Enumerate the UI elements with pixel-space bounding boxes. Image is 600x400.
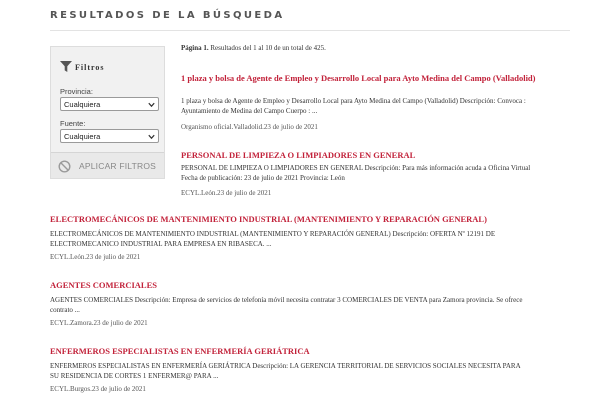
result-meta: Organismo oficial.Valladolid.23 de julio de 2021 — [181, 123, 318, 131]
provincia-select-value: Cualquiera — [64, 100, 101, 109]
result-meta: ECYL.León.23 de julio de 2021 — [50, 253, 141, 261]
result-description: AGENTES COMERCIALES Descripción: Empresa de servicios de telefonía móvil necesita contratar 3 COMERCIALES DE VENTA para Zamora provincia. Se ofrece contrato ... — [50, 296, 523, 314]
result-description: ENFERMEROS ESPECIALISTAS EN ENFERMERÍA GERIÁTRICA Descripción: LA GERENCIA TERRITORIAL DE SERVICIOS SOCIALES NECESITA PARA SU RESIDENCIA DE CORTES 1 ENFERMER@ PARA ... — [50, 362, 521, 380]
fuente-select-value: Cualquiera — [64, 132, 101, 141]
result-description: ELECTROMECÁNICOS DE MANTENIMIENTO INDUSTRIAL (MANTENIMIENTO Y REPARACIÓN GENERAL) Descripción: OFERTA Nº 12191 DE ELECTROMECANICO INDUSTRIAL PARA EMPRESA EN RIBASECA. ... — [50, 230, 496, 248]
chevron-down-icon — [148, 101, 155, 110]
filters-header — [60, 61, 105, 74]
result-title-link[interactable]: AGENTES COMERCIALES — [50, 280, 157, 290]
filters-panel — [50, 46, 165, 179]
results-summary — [181, 44, 326, 52]
result-title-link[interactable]: 1 plaza y bolsa de Agente de Empleo y Desarrollo Local para Ayto Medina del Campo (Valladolid) — [181, 73, 536, 83]
result-meta: ECYL.Zamora.23 de julio de 2021 — [50, 319, 148, 327]
chevron-down-icon — [148, 133, 155, 142]
page-indicator: Página 1. — [181, 44, 209, 52]
result-title-link[interactable]: PERSONAL DE LIMPIEZA O LIMPIADORES EN GENERAL — [181, 150, 416, 160]
result-title-link[interactable]: ENFERMEROS ESPECIALISTAS EN ENFERMERÍA GERIÁTRICA — [50, 346, 310, 356]
heading-divider — [50, 30, 570, 31]
result-description: 1 plaza y bolsa de Agente de Empleo y Desarrollo Local para Ayto Medina del Campo (Valladolid) Descripción: Convoca : Ayuntamiento de Medina del Campo Cuerpo : ... — [181, 97, 526, 115]
ban-icon — [58, 160, 71, 175]
result-meta: ECYL.León.23 de julio de 2021 — [181, 189, 272, 197]
apply-filters-button[interactable] — [51, 152, 164, 178]
result-meta: ECYL.Burgos.23 de julio de 2021 — [50, 385, 146, 393]
result-description: PERSONAL DE LIMPIEZA O LIMPIADORES EN GENERAL Descripción: Para más información acuda a Oficina Virtual Fecha de publicación: 23 de julio de 2021 Provincia: León — [181, 164, 531, 182]
provincia-label: Provincia: — [60, 87, 93, 96]
filters-title: Filtros — [75, 63, 105, 72]
result-title-link[interactable]: ELECTROMECÁNICOS DE MANTENIMIENTO INDUSTRIAL (MANTENIMIENTO Y REPARACIÓN GENERAL) — [50, 214, 487, 224]
page-title: RESULTADOS DE LA BÚSQUEDA — [50, 10, 285, 21]
funnel-icon — [60, 61, 72, 74]
fuente-label: Fuente: — [60, 119, 86, 128]
apply-filters-label: APLICAR FILTROS — [79, 161, 156, 171]
provincia-select[interactable] — [60, 97, 159, 111]
results-count: Resultados del 1 al 10 de un total de 425. — [210, 44, 326, 52]
fuente-select[interactable] — [60, 129, 159, 143]
